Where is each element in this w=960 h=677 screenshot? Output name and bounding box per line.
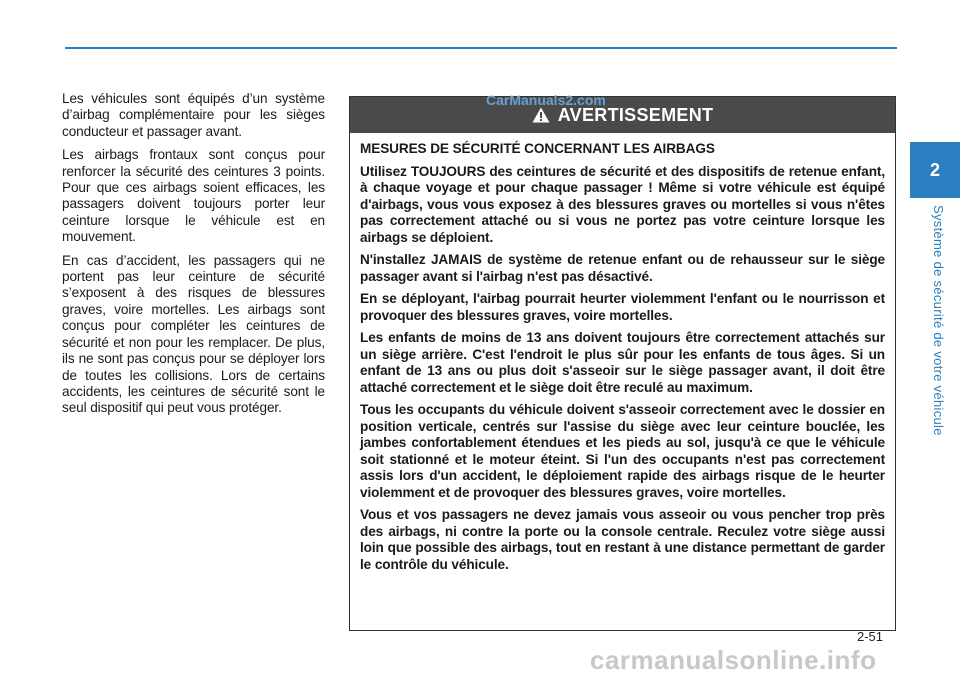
warning-triangle-icon <box>532 107 550 123</box>
warning-paragraph-4: Les enfants de moins de 13 ans doivent toujours être correctement attachés sur un siège arrière. C'est l'endroit le plus sûr pour les enfants de tous âges. Si un enfant de 13 ans ou plus doit s'asseoir sur le siège passager avant, il doit être attaché correctement et le siège doit être reculé au maximum. <box>360 330 885 395</box>
page-number: 2-51 <box>857 629 884 644</box>
intro-paragraph-1: Les véhicules sont équipés d’un système d’airbag complémentaire pour les sièges conducteur et passager avant. <box>62 91 325 139</box>
chapter-tab <box>910 142 960 198</box>
warning-paragraph-3: En se déployant, l'airbag pourrait heurter violemment l'enfant ou le nourrisson et provoquer des blessures graves, voire mortelles. <box>360 291 885 323</box>
chapter-number: 2 <box>929 159 940 180</box>
warning-paragraph-2: N'installez JAMAIS de système de retenue enfant ou de rehausseur sur le siège passager avant si l'airbag n'est pas désactivé. <box>360 252 885 284</box>
warning-title: MESURES DE SÉCURITÉ CONCERNANT LES AIRBAGS <box>360 141 715 156</box>
chapter-label: Système de sécurité de votre véhicule <box>931 205 946 436</box>
warning-header-label: AVERTISSEMENT <box>557 104 714 125</box>
warning-paragraph-6: Vous et vos passagers ne devez jamais vous asseoir ou vous pencher trop près des airbags, ni contre la porte ou la console centrale. Reculez votre siège aussi loin que possible des airbags, tout en restant à une distance permettant de garder le contrôle du véhicule. <box>360 507 885 572</box>
warning-body <box>350 133 895 573</box>
warning-paragraph-1: Utilisez TOUJOURS des ceintures de sécurité et des dispositifs de retenue enfant, à chaque voyage et pour chaque passager ! Même si votre véhicule est équipé d'airbags, vous vous exposez à des blessures graves ou mortelles si vous n'êtes pas correctement attaché ou si vous ne portez pas votre ceinture lorsque les airbags se déploient. <box>360 163 885 245</box>
watermark-bottom: carmanualsonline.info <box>590 645 877 675</box>
watermark-top: CarManuals2.com <box>486 92 606 108</box>
intro-paragraph-2: Les airbags frontaux sont conçus pour renforcer la sécurité des ceintures 3 points. Pour que ces airbags soient efficaces, les passagers doivent toujours porter leur ceinture lorsque le véhicule est en mouvement. <box>62 147 325 245</box>
intro-text-column <box>62 91 325 424</box>
warning-header <box>350 97 895 133</box>
header-rule <box>65 47 897 49</box>
warning-paragraph-5: Tous les occupants du véhicule doivent s'asseoir correctement avec le dossier en position verticale, centrés sur l'assise du siège avec leur ceinture bouclée, les jambes confortablement étendues et les pieds au sol, jusqu'à ce que le véhicule soit stationné et le moteur éteint. Si l'un des occupants n'est pas correctement assis lors d'un accident, le déploiement rapide des airbags risque de le heurter violemment et de provoquer des blessures graves, voire mortelles. <box>360 402 885 500</box>
warning-box <box>349 96 896 631</box>
intro-paragraph-3: En cas d’accident, les passagers qui ne portent pas leur ceinture de sécurité s’exposent à des risques de blessures graves, voire mortelles. Les airbags sont conçus pour compléter les ceintures de sécurité et non pour les remplacer. De plus, ils ne sont pas conçus pour se déployer lors de toutes les collisions. Lors de certains accidents, les ceintures de sécurité sont le seul dispositif qui peut vous protéger. <box>62 252 325 416</box>
